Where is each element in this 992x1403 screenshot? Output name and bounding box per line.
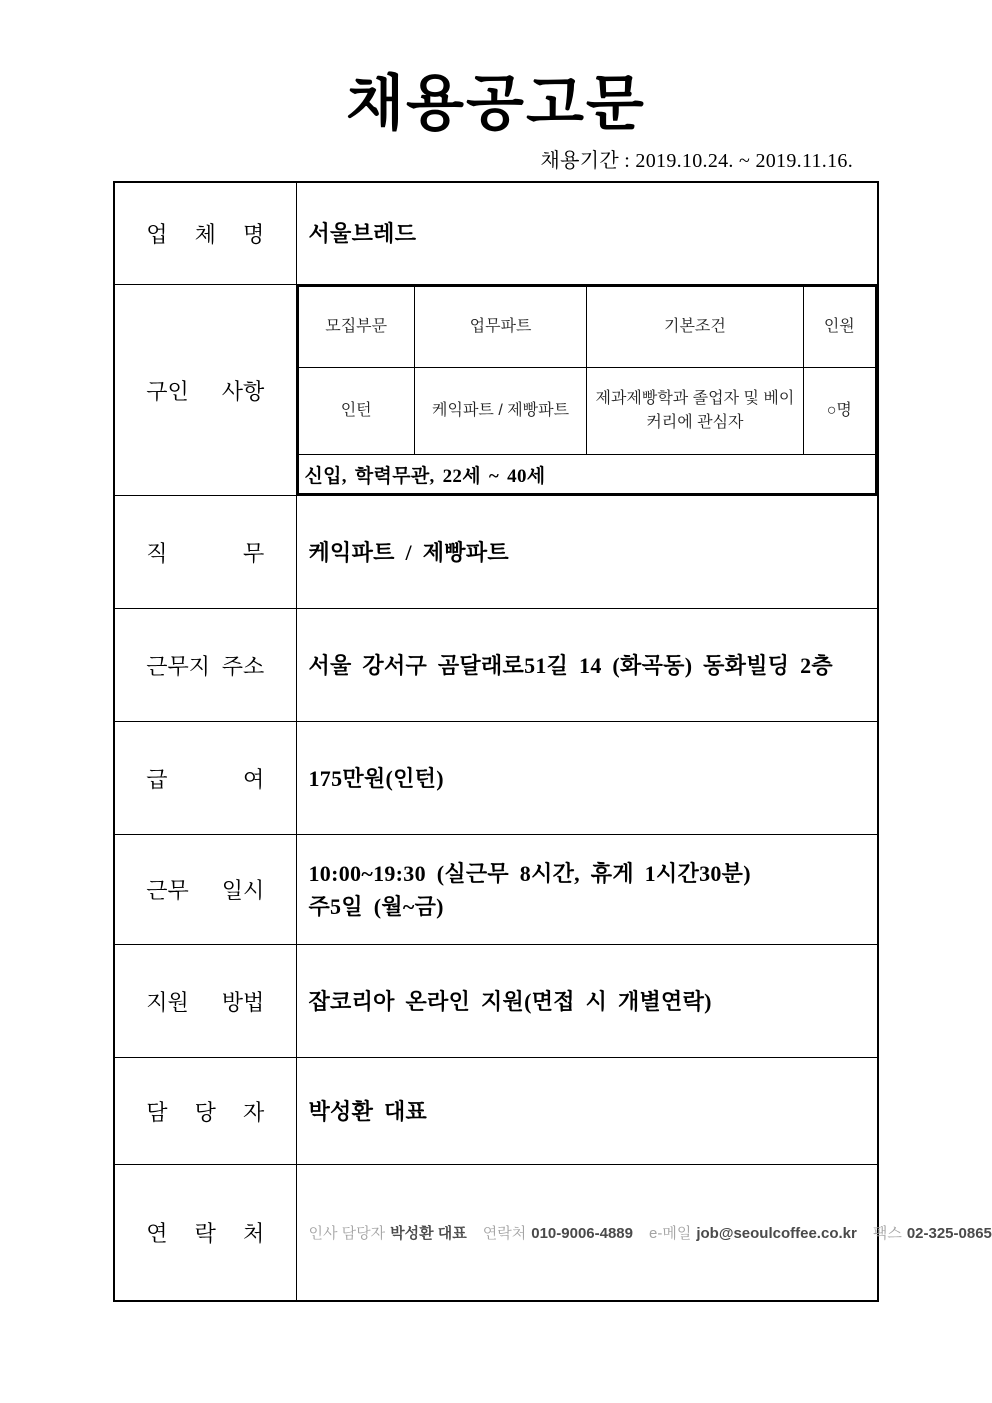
row-value-company <box>296 182 878 285</box>
row-label-recruit <box>114 285 296 496</box>
col-header-part: 업무파트 <box>414 286 586 368</box>
recruitment-period: 채용기간 : 2019.10.24. ~ 2019.11.16. <box>540 150 853 172</box>
row-label-text: 근무 일시 <box>146 878 265 903</box>
col-header-headcount: 인원 <box>803 286 876 368</box>
contact-email <box>649 1222 857 1243</box>
row-label-text: 급 여 <box>146 766 265 792</box>
row-label-text: 업 체 명 <box>146 222 265 247</box>
contact-manager-label: 인사 담당자 <box>308 1225 386 1242</box>
contact-email-value: job@seoulcoffee.co.kr <box>696 1225 857 1242</box>
row-label-address <box>114 609 296 722</box>
salary-value: 175만원(인턴) <box>308 765 444 791</box>
contact-fax-label: 팩스 <box>872 1225 902 1242</box>
table-row-company <box>114 182 878 285</box>
entry-condition: 제과제빵학과 졸업자 및 베이커리에 관심자 <box>587 368 803 455</box>
table-row-contact <box>114 1165 878 1302</box>
row-value-address <box>296 609 878 722</box>
row-label-text: 연 락 처 <box>146 1221 265 1246</box>
company-name: 서울브레드 <box>308 221 417 246</box>
row-label-text: 구인 사항 <box>146 378 265 404</box>
apply-method: 잡코리아 온라인 지원(면접 시 개별연락) <box>308 988 712 1014</box>
contact-fax <box>873 1222 992 1243</box>
table-row-duty <box>114 496 878 609</box>
workplace-address: 서울 강서구 곰달래로51길 14 (화곡동) 동화빌딩 2층 <box>308 652 833 678</box>
contact-phone-value: 010-9006-4889 <box>531 1225 633 1242</box>
contact-manager <box>309 1222 467 1243</box>
table-row-manager <box>114 1058 878 1165</box>
row-label-text: 지원 방법 <box>146 989 265 1015</box>
row-label-hours <box>114 835 296 945</box>
contact-fax-value: 02-325-0865 <box>906 1225 992 1242</box>
recruit-note: 신입, 학력무관, 22세 ~ 40세 <box>298 455 877 495</box>
table-row-address <box>114 609 878 722</box>
entry-category: 인턴 <box>298 368 415 455</box>
recruit-entry-row <box>298 368 877 455</box>
working-hours-line2: 주5일 (월~금) <box>308 893 444 919</box>
row-label-contact <box>114 1165 296 1302</box>
row-label-company <box>114 182 296 285</box>
entry-headcount: ○명 <box>803 368 876 455</box>
row-value-apply <box>296 945 878 1058</box>
row-value-hours <box>296 835 878 945</box>
job-posting-table <box>113 181 992 1302</box>
row-value-manager <box>296 1058 878 1165</box>
row-label-text: 직 무 <box>146 540 265 566</box>
recruit-header-row <box>298 286 877 368</box>
table-row-recruit <box>114 285 878 496</box>
row-label-manager <box>114 1058 296 1165</box>
contact-phone-label: 연락처 <box>482 1225 527 1242</box>
row-label-text: 근무지 주소 <box>146 653 265 679</box>
table-row-salary <box>114 722 878 835</box>
recruit-note-row <box>298 455 877 495</box>
row-value-salary <box>296 722 878 835</box>
row-label-duty <box>114 496 296 609</box>
row-label-text: 담 당 자 <box>146 1099 265 1125</box>
manager-name: 박성환 대표 <box>308 1098 428 1124</box>
entry-part: 케익파트 / 제빵파트 <box>414 368 586 455</box>
contact-email-label: e-메일 <box>649 1225 692 1242</box>
col-header-condition: 기본조건 <box>587 286 803 368</box>
col-header-category: 모집부문 <box>298 286 415 368</box>
contact-info-line <box>308 1222 992 1243</box>
contact-phone <box>483 1222 633 1243</box>
working-hours-line1: 10:00~19:30 (실근무 8시간, 휴게 1시간30분) <box>308 860 751 886</box>
row-label-salary <box>114 722 296 835</box>
row-label-apply <box>114 945 296 1058</box>
row-value-contact <box>296 1165 992 1302</box>
recruit-details-table <box>297 285 878 495</box>
duty-value: 케익파트 / 제빵파트 <box>308 539 509 565</box>
contact-manager-value: 박성환 대표 <box>390 1225 467 1242</box>
row-value-duty <box>296 496 878 609</box>
table-row-hours <box>114 835 878 945</box>
recruit-details-cell <box>296 285 878 496</box>
page-title: 채용공고문 <box>346 71 646 137</box>
table-row-apply <box>114 945 878 1058</box>
